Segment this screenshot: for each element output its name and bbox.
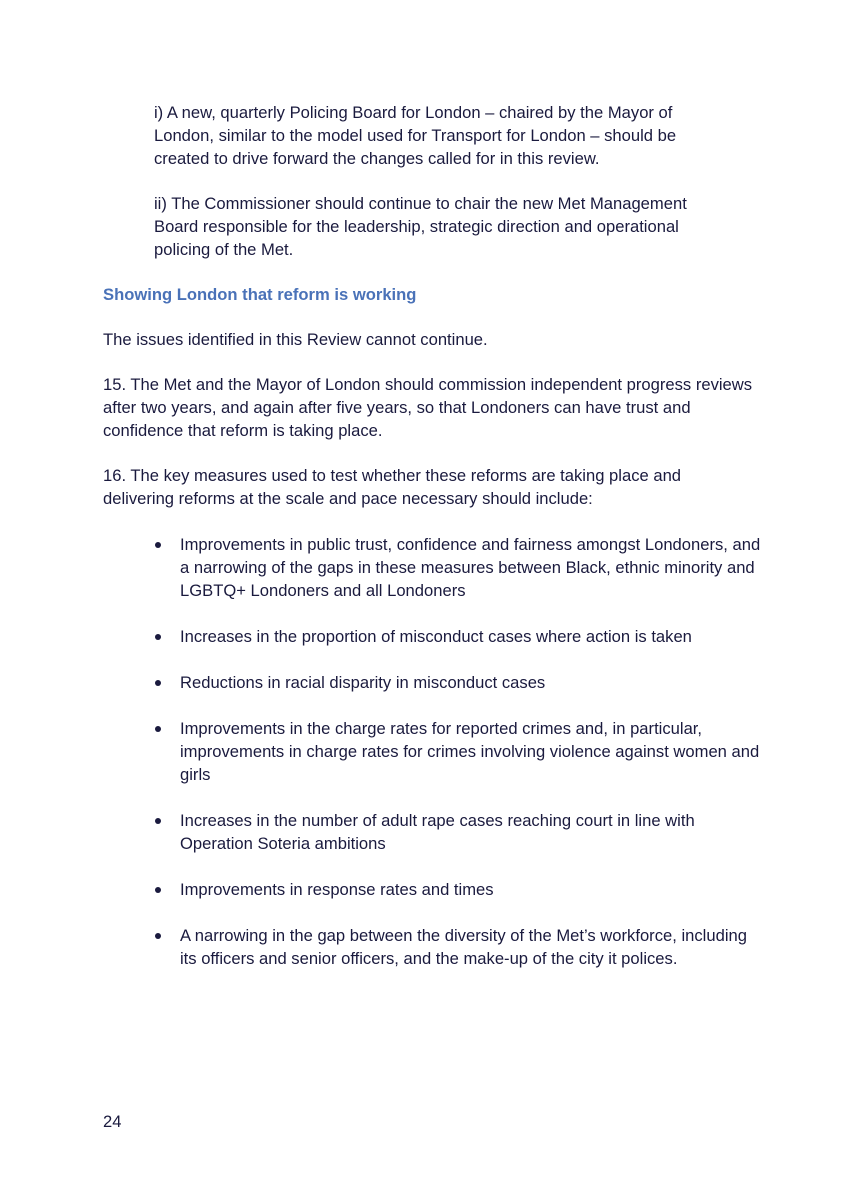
list-item-text: Improvements in the charge rates for reported crimes and, in particular, improvements in charge rates for crimes involving violence against women and girls (180, 719, 760, 784)
list-item (103, 671, 763, 694)
bullet-icon (155, 634, 161, 640)
measures-list (103, 533, 763, 993)
list-item (103, 717, 763, 786)
recommendation-ii: ii) The Commissioner should continue to chair the new Met Management Board responsible for the leadership, strategic direction and operational policing of the Met. (154, 194, 687, 259)
list-item-text: Reductions in racial disparity in misconduct cases (180, 673, 546, 692)
paragraph-15: 15. The Met and the Mayor of London should commission independent progress reviews after two years, and again after five years, so that Londoners can have trust and confidence that reform is taking place. (103, 375, 753, 440)
bullet-icon (155, 542, 161, 548)
list-item-text: Increases in the proportion of misconduct cases where action is taken (180, 627, 692, 646)
list-item (103, 533, 763, 602)
intro-paragraph: The issues identified in this Review cannot continue. (103, 330, 488, 349)
section-heading: Showing London that reform is working (103, 285, 417, 304)
list-item-text: Increases in the number of adult rape cases reaching court in line with Operation Soteria ambitions (180, 811, 695, 853)
list-item (103, 878, 763, 901)
bullet-icon (155, 887, 161, 893)
bullet-icon (155, 818, 161, 824)
page-number: 24 (103, 1112, 122, 1131)
recommendation-i: i) A new, quarterly Policing Board for London – chaired by the Mayor of London, similar to the model used for Transport for London – should be created to drive forward the changes called for in this review. (154, 103, 677, 168)
paragraph-16: 16. The key measures used to test whether these reforms are taking place and delivering reforms at the scale and pace necessary should include: (103, 466, 682, 508)
bullet-icon (155, 933, 161, 939)
list-item (103, 625, 763, 648)
bullet-icon (155, 680, 161, 686)
list-item-text: Improvements in response rates and times (180, 880, 494, 899)
list-item (103, 924, 763, 970)
bullet-icon (155, 726, 161, 732)
list-item (103, 809, 763, 855)
list-item-text: A narrowing in the gap between the diversity of the Met’s workforce, including its officers and senior officers, and the make-up of the city it polices. (180, 926, 747, 968)
list-item-text: Improvements in public trust, confidence and fairness amongst Londoners, and a narrowing of the gaps in these measures between Black, ethnic minority and LGBTQ+ Londoners and all Londoners (180, 535, 761, 600)
